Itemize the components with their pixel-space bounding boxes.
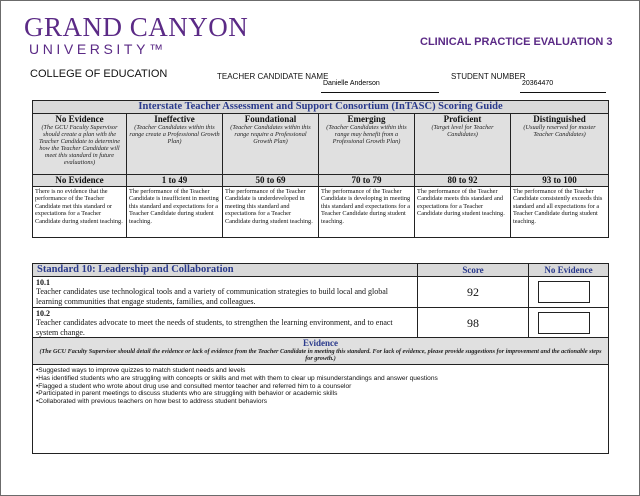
list-item: •Collaborated with previous teachers on how best to address student behaviors bbox=[36, 398, 268, 406]
level-header-distinguished bbox=[511, 114, 609, 175]
level-description: There is no evidence that the performance of the Teacher Candidate met this standard or expectations for a Teacher Candidate during student teaching. bbox=[33, 187, 127, 238]
level-name: No Evidence bbox=[55, 114, 104, 124]
item-id: 10.2 bbox=[36, 309, 50, 318]
evidence-body[interactable] bbox=[33, 365, 609, 454]
no-evidence-checkbox[interactable] bbox=[538, 312, 590, 334]
level-name: Proficient bbox=[443, 114, 482, 124]
level-name: Distinguished bbox=[533, 114, 586, 124]
scoring-guide-table bbox=[32, 100, 609, 238]
evaluation-title: CLINICAL PRACTICE EVALUATION 3 bbox=[420, 36, 613, 48]
level-note: (Teacher Candidates within this range require a Professional Growth Plan) bbox=[230, 124, 311, 145]
level-header-ineffective bbox=[127, 114, 223, 175]
list-item: •Flagged a student who wrote about drug use and consulted mentor teacher and referred him to a counselor bbox=[36, 382, 352, 390]
level-note: (Usually reserved for master Teacher Candidates) bbox=[523, 124, 596, 138]
no-evidence-cell bbox=[529, 308, 609, 339]
level-range: 50 to 69 bbox=[223, 175, 319, 187]
score-column-header: Score bbox=[418, 264, 529, 277]
level-header-no-evidence bbox=[33, 114, 127, 175]
evidence-title: Evidence bbox=[303, 338, 338, 348]
evidence-table bbox=[32, 337, 609, 454]
candidate-name-label: TEACHER CANDIDATE NAME bbox=[217, 72, 329, 81]
logo-line2: UNIVERSITY™ bbox=[29, 41, 167, 57]
no-evidence-checkbox[interactable] bbox=[538, 281, 590, 303]
item-text: Teacher candidates use technological tools and a variety of communication strategies to build local and global learning communities that engage students, families, and colleagues. bbox=[36, 287, 388, 306]
item-id: 10.1 bbox=[36, 278, 50, 287]
level-note: (Teacher Candidates within this range create a Professional Growth Plan) bbox=[129, 124, 220, 145]
level-range: 93 to 100 bbox=[511, 175, 609, 187]
level-header-proficient bbox=[415, 114, 511, 175]
level-range: No Evidence bbox=[33, 175, 127, 187]
level-note: (Target level for Teacher Candidates) bbox=[431, 124, 494, 138]
level-note: (Teacher Candidates within this range may benefit from a Professional Growth Plan) bbox=[326, 124, 407, 145]
college-name: COLLEGE OF EDUCATION bbox=[30, 68, 168, 80]
logo-line1: GRAND CANYON bbox=[24, 12, 249, 42]
level-note: (The GCU Faculty Supervisor should create a plan with the Teacher Candidate to determine how the Teacher Candidate will meet this standard in future evaluations) bbox=[38, 124, 121, 166]
candidate-name-field[interactable] bbox=[321, 80, 439, 93]
evidence-header bbox=[33, 338, 609, 365]
university-logo bbox=[24, 14, 248, 57]
level-header-emerging bbox=[319, 114, 415, 175]
student-number-label: STUDENT NUMBER bbox=[451, 72, 526, 81]
level-description: The performance of the Teacher Candidate consistently exceeds this standard and all expectations for a Teacher Candidate during student teaching. bbox=[511, 187, 609, 238]
level-description: The performance of the Teacher Candidate is developing in meeting this standard and expectations for a Teacher Candidate during student teaching. bbox=[319, 187, 415, 238]
level-range: 80 to 92 bbox=[415, 175, 511, 187]
scoring-guide-title: Interstate Teacher Assessment and Support Consortium (InTASC) Scoring Guide bbox=[33, 101, 609, 114]
level-description: The performance of the Teacher Candidate is insufficient in meeting this standard and expectations for a Teacher Candidate during student teaching. bbox=[127, 187, 223, 238]
table-row bbox=[33, 308, 609, 339]
level-range: 70 to 79 bbox=[319, 175, 415, 187]
student-number-value: 20364470 bbox=[522, 80, 554, 87]
candidate-name-value: Danielle Anderson bbox=[323, 80, 380, 87]
standard-table bbox=[32, 263, 609, 339]
student-number-field[interactable] bbox=[520, 80, 606, 93]
level-header-foundational bbox=[223, 114, 319, 175]
level-name: Ineffective bbox=[154, 114, 195, 124]
table-row bbox=[33, 277, 609, 308]
item-text: Teacher candidates advocate to meet the needs of students, to strengthen the learning environment, and to enact system change. bbox=[36, 318, 393, 337]
level-name: Emerging bbox=[347, 114, 386, 124]
level-description: The performance of the Teacher Candidate meets this standard and expectations for a Teacher Candidate during student teaching. bbox=[415, 187, 511, 238]
level-name: Foundational bbox=[244, 114, 297, 124]
level-description: The performance of the Teacher Candidate is underdeveloped in meeting this standard and expectations for a Teacher Candidate during student teaching. bbox=[223, 187, 319, 238]
no-evidence-column-header: No Evidence bbox=[529, 264, 609, 277]
level-range: 1 to 49 bbox=[127, 175, 223, 187]
list-item: •Suggested ways to improve quizzes to match student needs and levels bbox=[36, 367, 246, 374]
score-value[interactable]: 98 bbox=[418, 308, 529, 339]
list-item: •Has identified students who are struggling with concepts or skills and met with them to clear up misunderstandings and answer questions bbox=[36, 374, 438, 382]
standard-title: Standard 10: Leadership and Collaboration bbox=[33, 264, 418, 277]
no-evidence-cell bbox=[529, 277, 609, 308]
list-item: •Participated in parent meetings to discuss students who are struggling with behavior or academic skills bbox=[36, 390, 338, 398]
standard-item bbox=[33, 277, 418, 308]
evidence-instructions: (The GCU Faculty Supervisor should detail the evidence or lack of evidence from the Teacher Candidate in meeting this standard. For lack of evidence, please provide suggestions for improvement and the actionable steps for growth.) bbox=[39, 348, 602, 362]
standard-item bbox=[33, 308, 418, 339]
score-value[interactable]: 92 bbox=[418, 277, 529, 308]
